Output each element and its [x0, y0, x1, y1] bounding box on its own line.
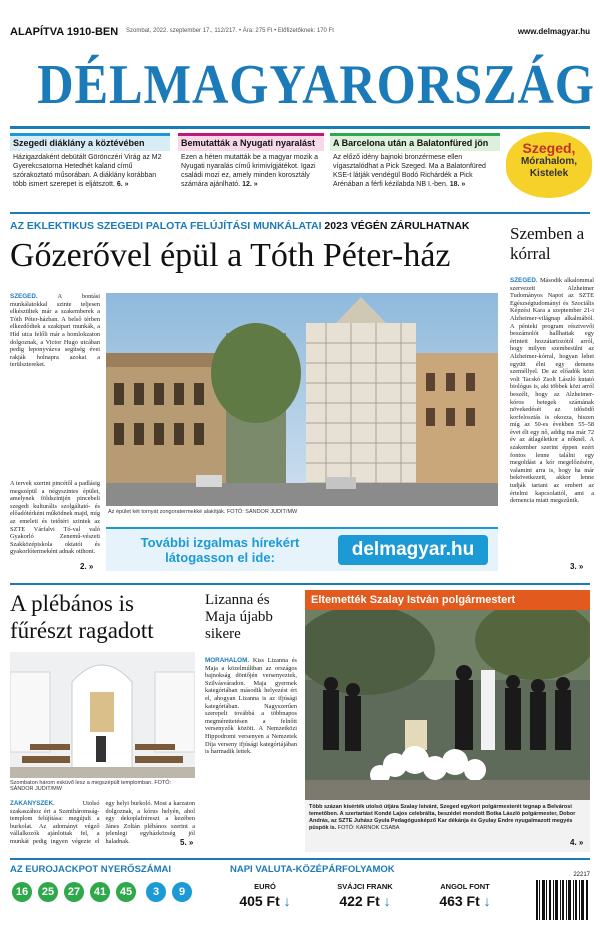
lotto-number: 45 [116, 882, 136, 902]
ad-brand-button[interactable]: delmagyar.hu [338, 535, 488, 565]
lead-headline[interactable]: Gőzerővel épül a Tóth Péter-ház [10, 237, 451, 274]
ad-text: További izgalmas hírekért látogasson el ide: [140, 535, 300, 565]
teaser-diaklany[interactable] [10, 133, 170, 205]
lotto-euro-number: 9 [172, 882, 192, 902]
edition-stamp: Szeged, Mórahalom, Kistelek [506, 132, 592, 198]
lead-body-col2: A tervek szerint pincétől a padlásig megszépül a négyszintes épület, amelynek földszintjén pincebeli szegedi kulturális szolgáltató- és előadótérként működnek majd, míg az emeleti és tetőtéri szintek az SZTE Várfalvi Tó-val való Gyakorló Zenemű-vészeti Szakközépiskola oktatói és gyakorlótermeként adnak otthont. [10, 480, 100, 556]
lizanna-headline[interactable]: Lizanna és Maja újabb sikere [205, 592, 273, 642]
teaser-nyugati[interactable] [178, 133, 324, 205]
lead-photo-caption: Az épület két tornyát zongoratermekké alakítják. FOTÓ: SÁNDOR JUDIT/MW [108, 509, 298, 515]
lotto-number: 16 [12, 882, 32, 902]
szalay-headline[interactable]: Eltemették Szalay István polgármestert [305, 590, 590, 610]
down-arrow-icon: ↓ [283, 893, 291, 909]
plebanos-photo [10, 652, 195, 778]
side-page-ref[interactable]: 3. » [570, 562, 584, 571]
szalay-page-ref[interactable]: 4. » [570, 838, 584, 847]
teaser-text: Ezen a héten mutatták be a magyar mozik a Nyugati nyaralás című krimivígjátékot. Igazi családi mozi ez, amely minden korosztály számára ajánlható. 12. » [181, 154, 318, 188]
lead-body-col1: SZEGED. A bontási munkálatokkal szinte teljesen elkészültek már a szakemberek a Tóth Péter-házban. A belső térben elkezdődtek a szakipari munkák, a Híd utca felőli már a homlokzaton dolgoznak, a Victor Hugo utcában pedig leponyvázva segítség évei rakják holnapra azokat a terülsztereket. [10, 293, 100, 369]
down-arrow-icon: ↓ [383, 893, 391, 909]
szalay-caption: Több százan kísérték utolsó útjára Szalay Istvánt, Szeged egykori polgármesterét tegnap a Belvárosi temetőben. A szertartást Kondé Lajos celebrálta, beszédet mondott Botka László polgármester, Dobor András, az SZTE Juhász Gyula Pedagógusképző Kar dékánja és Gyulay Endre nyugalmazott megyés püspök is. FOTÓ: KARNOK CSABA [309, 804, 576, 831]
teaser-balatonfured[interactable] [330, 133, 500, 205]
lotto-number: 27 [64, 882, 84, 902]
ad-banner[interactable] [106, 527, 498, 571]
lead-photo [106, 293, 498, 506]
down-arrow-icon: ↓ [483, 893, 491, 909]
top-bar [10, 26, 590, 40]
side-headline[interactable]: Szemben a kórral [510, 224, 585, 263]
teaser-text: Házigazdaként debütált Görönczéri Virág az M2 Gyerekcsatorna Hetedhét kaland című szórakoztató műsorában. A diáklány korábban több ismert szerepet is eljátszott. 6. » [13, 154, 162, 188]
masthead-rule [10, 126, 590, 129]
lead-page-ref[interactable]: 2. » [80, 562, 94, 571]
plebanos-body: ZÁKÁNYSZÉK. Utolsó szakaszához ért a Szentháromság-templom felújítása: megújult a burkolat. Az adományt végző vállalkozók ajánlottak fel, a munkát pedig ingyen végezte el egy helyi burkoló. Most a karzaton dolgoznak, a kórus helyén, ahol egy dekoplafréreszt a kezében Jánes Zoltán plébános szerint a jelenlegi egyházközség jól haladnak. [10, 800, 195, 845]
teaser-heading: A Barcelona után a Balatonfüred jön [330, 133, 500, 151]
lotto-title: AZ EUROJACKPOT NYERŐSZÁMAI [10, 864, 171, 875]
founded-label: ALAPÍTVA 1910-BEN [10, 26, 119, 38]
masthead-title[interactable]: DÉLMAGYARORSZÁG [37, 54, 595, 116]
fx-title: NAPI VALUTA-KÖZÉPÁRFOLYAMOK [230, 864, 395, 875]
szalay-photo [305, 610, 590, 800]
lead-kicker: AZ EKLEKTIKUS SZEGEDI PALOTA FELÚJÍTÁSI MUNKÁLATAI 2023 VÉGÉN ZÁRULHATNAK [10, 220, 470, 232]
barcode [534, 872, 590, 932]
barcode-icon [534, 878, 590, 926]
bottom-rule [10, 858, 590, 860]
teaser-heading: Bemutatták a Nyugati nyaralást [178, 133, 324, 151]
teaser-heading: Szegedi diáklány a köztévében [10, 133, 170, 151]
lotto-number: 41 [90, 882, 110, 902]
side-body: SZEGED. Második alkalommal szervezett Alzheimer Tudományos Napot az SZTE Egészségtudományi és Szociális Képzési Kara a szeptember 21-i Alzheimer-világnap alkalmából. A pénteki program résztvevői beszámolót hallhattak egy érintett hozzátartozótól arról, hogy milyen szembesülni az Alzheimer-kórral, hogyan lehet együtt élni egy demens személlyel. De az előadók közt volt Tacskó Zsolt László kutató biológus is, aki többek közt arról beszélt, hogy az Alzheimer-kóros betegek számának növekedését az idősödő korfelosztás is okozza, hiszen míg az 50-es években 55–58 évet élt egy nő, addig ma már 72 év az átlagéletkor a nőknél. A szakember szerint éppen ezért fontos lenne találni egy megoldást a kór megelőzésére, valamint arra is, hogy ha már bekövetkezett, akkor lenne tudják tartani az embert az értelmi kapcsolattól, ami a demencia miatt megszűnik. [510, 277, 594, 505]
barcode-issue-code: 22217 [573, 872, 590, 878]
section-rule [10, 212, 590, 214]
fx-euro: EURÓ 405 Ft ↓ [239, 882, 291, 909]
plebanos-page-ref[interactable]: 5. » [180, 838, 194, 847]
teaser-text: Az előző idény bajnoki bronzérmese ellen vígasztalódhat a Pick Szeged. Ma a Balatonfüred KSE-t látják vendégül Bodó Richárdék a Pick Arénában a férfi kézilabda NB I.-ben. 18. » [333, 154, 486, 188]
plebanos-caption: Szombaton három esküvő lesz a megszépült templomban. FOTÓ: SÁNDOR JUDIT/MW [10, 780, 172, 792]
lotto-euro-number: 3 [146, 882, 166, 902]
plebanos-headline[interactable]: A plébános is fűrészt ragadott [10, 591, 154, 643]
bottom-strip [10, 864, 590, 942]
fx-pound: ANGOL FONT 463 Ft ↓ [439, 882, 491, 909]
issue-info: Szombat, 2022. szeptember 17., 112/217. • Ára: 275 Ft • Előfizetőknek: 170 Ft [126, 28, 334, 34]
website-link[interactable]: www.delmagyar.hu [517, 27, 590, 36]
section-rule-2 [10, 583, 590, 585]
lizanna-body: MÓRAHALOM. Kiss Lizanna és Maja a közelmúltban az országos bajnokság döntőjén versenyeztek, Szilvásváradon. Maja gyermek kategóriában második helyezést ért el, ahogyan Lizanna is az ifjúsági kategóriában. Nagyszerűen szerepelt továbbá a többnapos megmérettetésen a felnőtt versenyzők között. A Nemzetközi Hippodromi versenyen a Nemzetek Díja verseny ifjúsági kategóriájában is harmadik lettek. [205, 657, 297, 756]
fx-frank: SVÁJCI FRANK 422 Ft ↓ [337, 882, 393, 909]
lotto-number: 25 [38, 882, 58, 902]
